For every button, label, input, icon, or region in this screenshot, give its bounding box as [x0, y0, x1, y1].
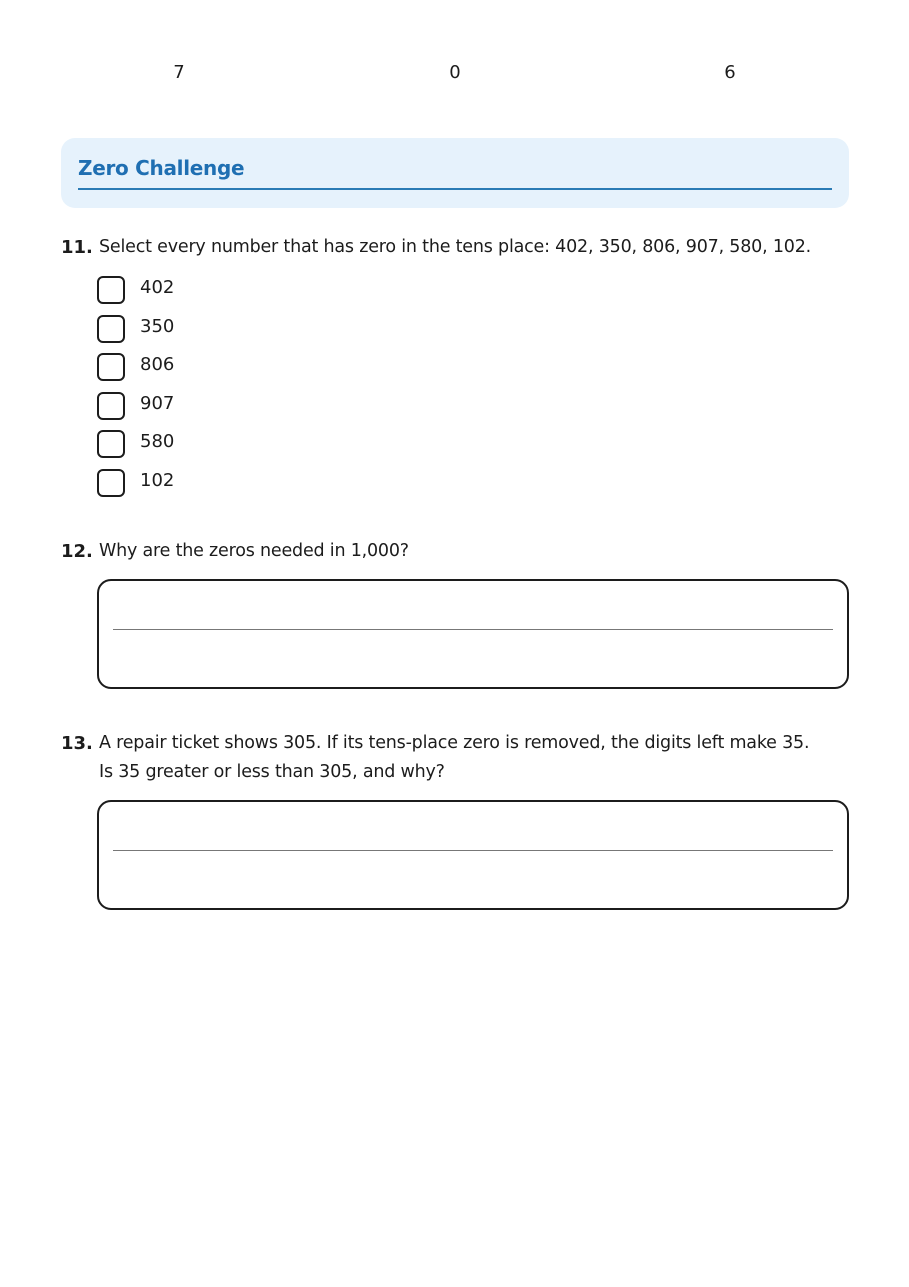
digit-tens: 0	[449, 62, 461, 83]
option-402[interactable]	[97, 274, 397, 313]
question-text: Select every number that has zero in the tens place: 402, 350, 806, 907, 580, 102.	[99, 237, 811, 257]
question-text: Why are the zeros needed in 1,000?	[99, 541, 409, 561]
option-102[interactable]	[97, 467, 397, 506]
section-title: Zero Challenge	[78, 156, 245, 180]
checkbox[interactable]	[97, 276, 125, 304]
digit-hundreds: 7	[173, 62, 185, 83]
question-text-line-2: Is 35 greater or less than 305, and why?	[99, 762, 445, 782]
question-number: 12.	[61, 541, 93, 562]
digit-row	[0, 62, 909, 86]
question-text	[99, 729, 859, 787]
question-text-line-1: A repair ticket shows 305. If its tens-place zero is removed, the digits left make 35.	[99, 733, 810, 753]
option-label: 402	[140, 277, 175, 298]
option-350[interactable]	[97, 313, 397, 352]
checkbox[interactable]	[97, 392, 125, 420]
question-11-options	[97, 274, 397, 506]
option-907[interactable]	[97, 390, 397, 429]
checkbox[interactable]	[97, 469, 125, 497]
section-title-underline	[78, 188, 832, 190]
answer-line	[113, 629, 833, 630]
option-label: 102	[140, 469, 175, 491]
answer-box-13[interactable]	[97, 800, 849, 910]
answer-line	[113, 850, 833, 851]
question-number: 13.	[61, 733, 93, 754]
digit-ones: 6	[724, 62, 736, 83]
checkbox[interactable]	[97, 315, 125, 343]
option-label: 907	[140, 392, 175, 414]
checkbox[interactable]	[97, 430, 125, 458]
option-label: 350	[140, 315, 175, 337]
question-number: 11.	[61, 237, 93, 258]
section-banner	[61, 138, 849, 208]
option-label: 580	[140, 431, 175, 453]
answer-box-12[interactable]	[97, 579, 849, 689]
option-label: 806	[140, 354, 175, 376]
checkbox[interactable]	[97, 353, 125, 381]
option-580[interactable]	[97, 428, 397, 467]
option-806[interactable]	[97, 351, 397, 390]
